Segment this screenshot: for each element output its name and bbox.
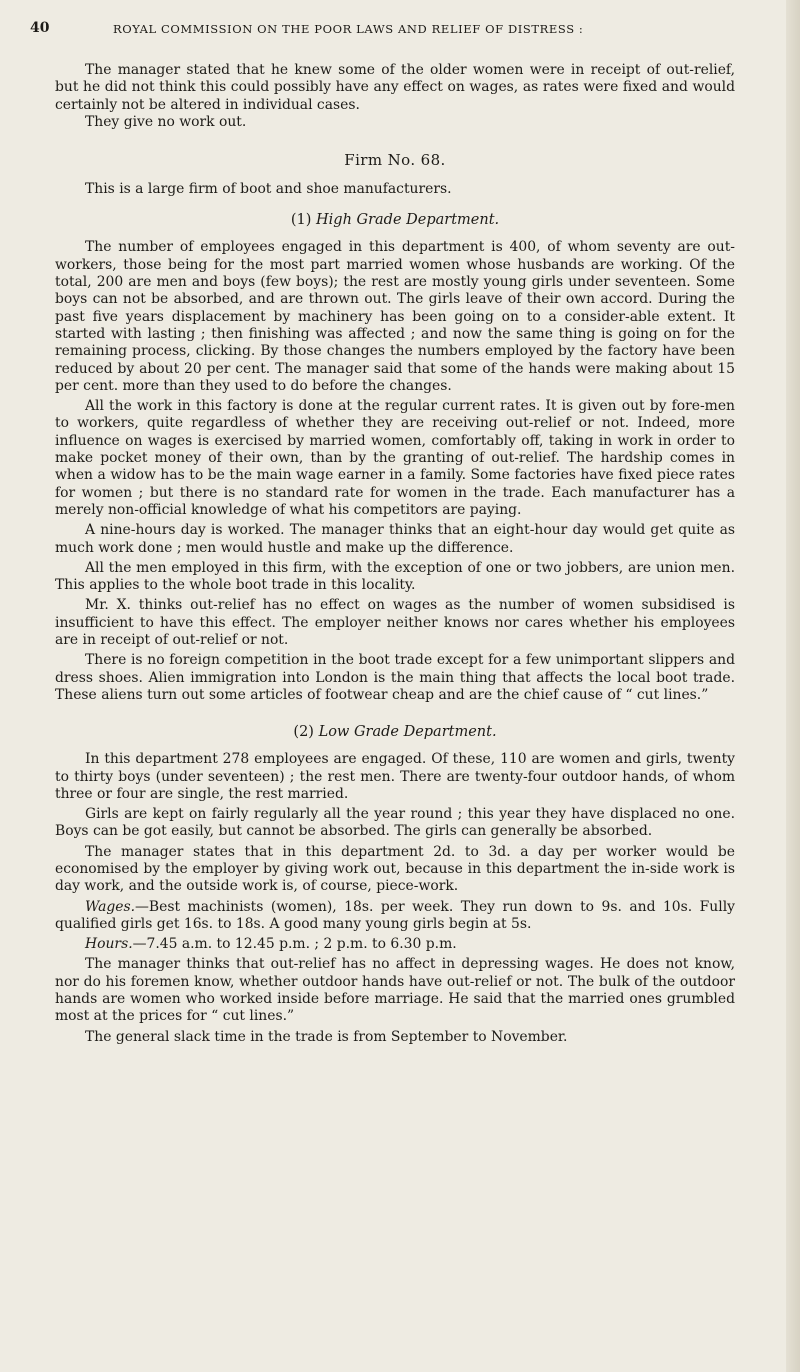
section-title: Low Grade Department. xyxy=(318,724,497,741)
body-paragraph: A nine-hours day is worked. The manager thinks that an eight-hour day would get quite as much work done ; men would hustle and make up the difference. xyxy=(55,522,735,556)
high-grade-section xyxy=(55,239,735,704)
hours-paragraph xyxy=(55,936,735,953)
page-header xyxy=(30,20,730,42)
intro-paragraph: They give no work out. xyxy=(85,113,247,130)
section-title: High Grade Department. xyxy=(316,212,500,229)
hours-label: Hours. xyxy=(85,936,133,953)
body-paragraph: The general slack time in the trade is from September to November. xyxy=(85,1028,568,1045)
section-heading-high-grade xyxy=(55,212,735,228)
wages-paragraph xyxy=(55,899,735,934)
body-paragraph: The manager thinks that out-relief has no affect in depressing wages. He does not know, nor do his foremen know, whether outdoor hands have out-relief or not. The bulk of the outdoor hands are women who worked inside before marriage. He said that the married ones grumbled most at the prices for “ cut lines.” xyxy=(55,956,735,1025)
section-number: (2) xyxy=(293,724,314,741)
running-title: ROYAL COMMISSION ON THE POOR LAWS AND RELIEF OF DISTRESS : xyxy=(113,22,584,36)
page-edge-shadow xyxy=(786,0,800,1372)
body-paragraph: Girls are kept on fairly regularly all the year round ; this year they have displaced no one. Boys can be got easily, but cannot be absorbed. The girls can generally be absorbed. xyxy=(55,806,735,840)
page-number: 40 xyxy=(30,20,50,36)
body-paragraph: All the work in this factory is done at the regular current rates. It is given out by fore-men to workers, quite regardless of whether they are receiving out-relief or not. Indeed, more influence on wages is exercised by married women, comfortably off, taking in work in order to make pocket money of their own, than by the granting of out-relief. The hardship comes in when a widow has to be the main wage earner in a family. Some factories have fixed piece rates for women ; but there is no standard rate for women in the trade. Each manufacturer has a merely non-official knowledge of what his competitors are paying. xyxy=(55,398,735,518)
hours-text: —7.45 a.m. to 12.45 p.m. ; 2 p.m. to 6.30 p.m. xyxy=(132,936,457,953)
section-heading-low-grade xyxy=(55,724,735,740)
body-paragraph: All the men employed in this firm, with the exception of one or two jobbers, are union men. This applies to the whole boot trade in this locality. xyxy=(55,559,735,594)
body-paragraph: In this department 278 employees are engaged. Of these, 110 are women and girls, twenty to thirty boys (under seventeen) ; the rest men. There are twenty-four outdoor hands, of whom three or four are single, the rest married. xyxy=(55,751,735,802)
wages-label: Wages. xyxy=(85,898,136,915)
body-paragraph: The manager states that in this department 2d. to 3d. a day per worker would be economised by the employer by giving work out, because in this department the in-side work is day work, and the outside work is, of course, piece-work. xyxy=(55,843,735,895)
body-paragraph: Mr. X. thinks out-relief has no effect on wages as the number of women subsidised is insufficient to have this effect. The employer neither knows nor cares whether his employees are in receipt of out-relief or not. xyxy=(55,597,735,649)
intro-paragraph: The manager stated that he knew some of the older women were in receipt of out-relief, but he did not think this could possibly have any effect on wages, as rates were fixed and would certainly not be altered in individual cases. xyxy=(55,62,735,113)
section-number: (1) xyxy=(290,212,312,229)
body-paragraph: There is no foreign competition in the boot trade except for a few unimportant slippers and dress shoes. Alien immigration into London is the main thing that affects the local boot trade. These aliens turn out some articles of footwear cheap and are the chief cause of “ cut lines.” xyxy=(55,652,735,703)
firm-heading: Firm No. 68. xyxy=(344,151,446,170)
wages-text: —Best machinists (women), 18s. per week. They run down to 9s. and 10s. Fully qualified girls get 16s. to 18s. A good many young girls begin at 5s. xyxy=(55,898,735,932)
firm-description: This is a large firm of boot and shoe manufacturers. xyxy=(85,181,452,198)
low-grade-section xyxy=(55,751,735,1046)
body-paragraph: The number of employees engaged in this department is 400, of whom seventy are out-workers, those being for the most part married women whose husbands are working. Of the total, 200 are men and boys (few boys); the rest are mostly young girls under seventeen. Some boys can not be absorbed, and are thrown out. The girls leave of their own accord. During the past five years displacement by machinery has been going on to a consider-able extent. It started with lasting ; then finishing was affected ; and now the same thing is going on for the remaining process, clicking. By those changes the numbers employed by the factory have been reduced by about 20 per cent. The manager said that some of the hands were making about 15 per cent. more than they used to do before the changes. xyxy=(55,239,735,394)
page-body xyxy=(55,62,735,1046)
